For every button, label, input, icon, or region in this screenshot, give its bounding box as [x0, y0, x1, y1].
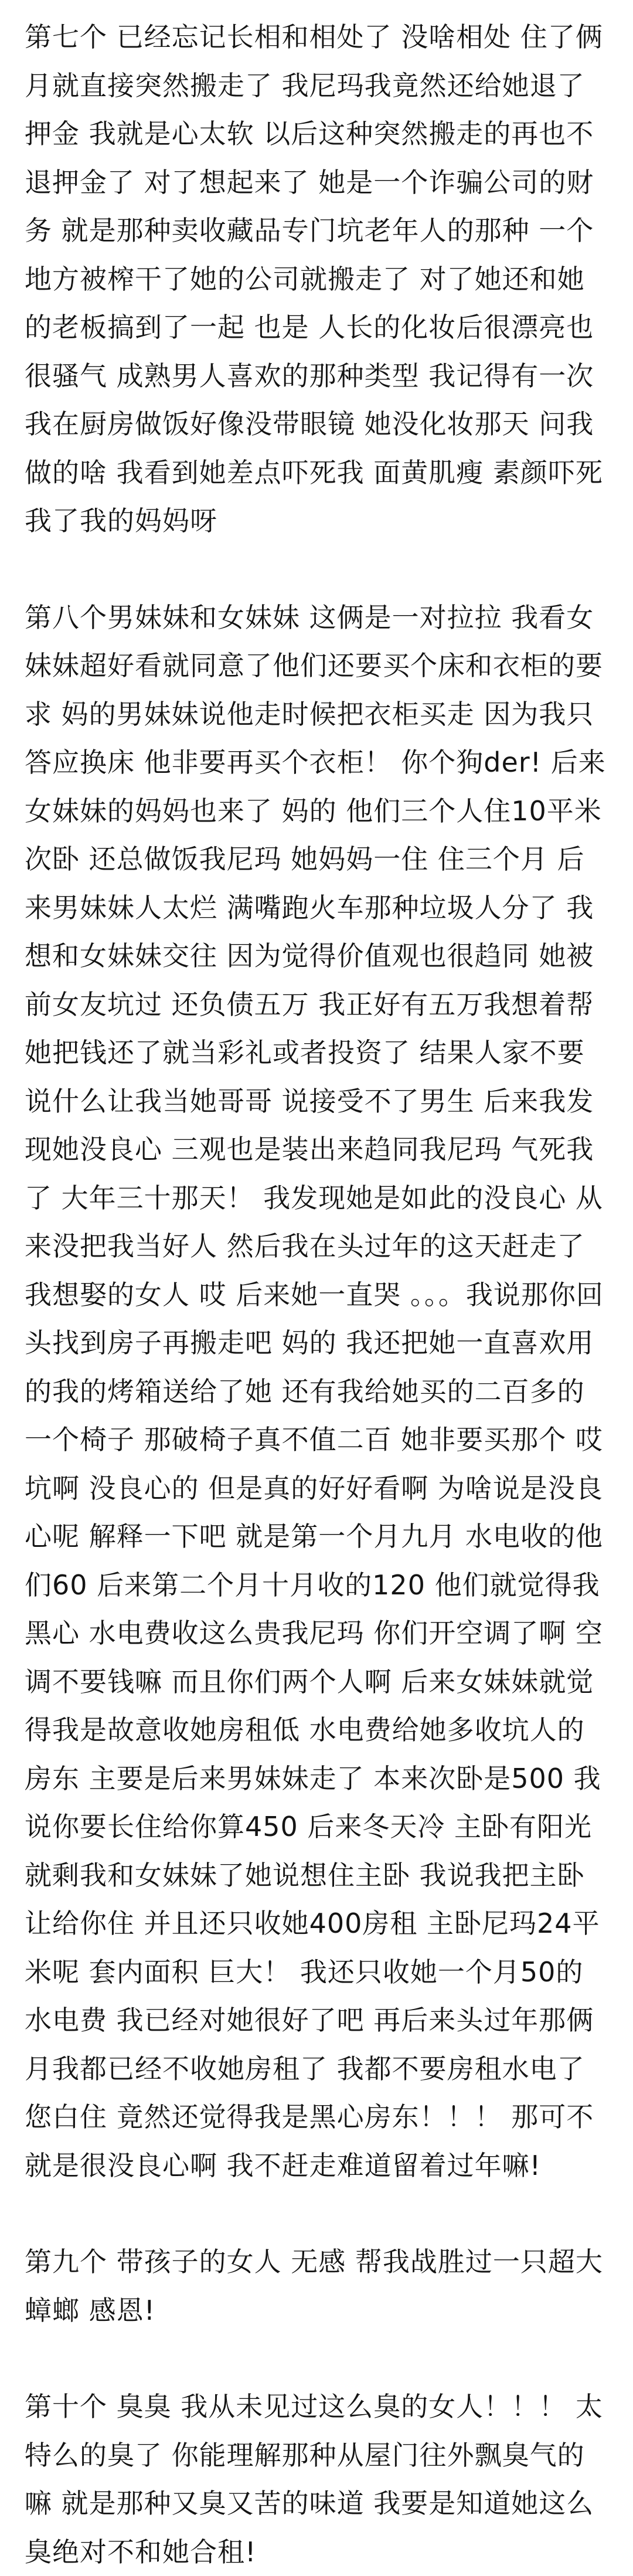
- paragraph-ninth-roommate: 第九个 带孩子的女人 无感 帮我战胜过一只超大蟑螂 感恩!: [25, 2246, 603, 2326]
- paragraph-eighth-roommate: 第八个男妹妹和女妹妹 这俩是一对拉拉 我看女妹妹超好看就同意了他们还要买个床和衣柜的要求 妈的男妹妹说他走时候把衣柜买走 因为我只答应换床 他非要再买个衣柜！ 你个狗der! 后来女妹妹的妈妈也来了 妈的 他们三个人住10平米次卧 还总做饭我尼玛 她妈妈一住 住三个月 后来男妹妹人太烂 满嘴跑火车那种垃圾人分了 我想和女妹妹交往 因为觉得价值观也很趋同 她被前女友坑过 还负债五万 我正好有五万我想着帮她把钱还了就当彩礼或者投资了 结果人家不要 说什么让我当她哥哥 说接受不了男生 后来我发现她没良心 三观也是装出来趋同我尼玛 气死我了 大年三十那天！ 我发现她是如此的没良心 从来没把我当好人 然后我在头过年的这天赶走了我想娶的女人 哎 后来她一直哭 。。。我说那你回头找到房子再搬走吧 妈的 我还把她一直喜欢用的我的烤箱送给了她 还有我给她买的二百多的一个椅子 那破椅子真不值二百 她非要买那个 哎 坑啊 没良心的 但是真的好好看啊 为啥说是没良心呢 解释一下吧 就是第一个月九月 水电收的他们60 后来第二个月十月收的120 他们就觉得我黑心 水电费收这么贵我尼玛 你们开空调了啊 空调不要钱嘛 而且你们两个人啊 后来女妹妹就觉得我是故意收她房租低 水电费给她多收坑人的房东 主要是后来男妹妹走了 本来次卧是500 我说你要长住给你算450 后来冬天冷 主卧有阳光 就剩我和女妹妹了她说想住主卧 我说我把主卧让给你住 并且还只收她400房租 主卧尼玛24平米呢 套内面积 巨大！ 我还只收她一个月50的水电费 我已经对她很好了吧 再后来头过年那俩月我都已经不收她房租了 我都不要房租水电了 您白住 竟然还觉得我是黑心房东！！！ 那可不就是很没良心啊 我不赶走难道留着过年嘛!: [25, 601, 606, 2181]
- paragraph-seventh-roommate: 第七个 已经忘记长相和相处了 没啥相处 住了俩月就直接突然搬走了 我尼玛我竟然还给她退了押金 我就是心太软 以后这种突然搬走的再也不退押金了 对了想起来了 她是一个诈骗公司的财务 就是那种卖收藏品专门坑老年人的那种 一个地方被榨干了她的公司就搬走了 对了她还和她的老板搞到了一起 也是 人长的化妆后很漂亮也很骚气 成熟男人喜欢的那种类型 我记得有一次我在厨房做饭好像没带眼镜 她没化妆那天 问我做的啥 我看到她差点吓死我 面黄肌瘦 素颜吓死我了我的妈妈呀: [25, 21, 603, 537]
- paragraph-tenth-roommate: 第十个 臭臭 我从未见过这么臭的女人！！！ 太特么的臭了 你能理解那种从屋门往外飘臭气的嘛 就是那种又臭又苦的味道 我要是知道她这么臭绝对不和她合租!: [25, 2391, 603, 2568]
